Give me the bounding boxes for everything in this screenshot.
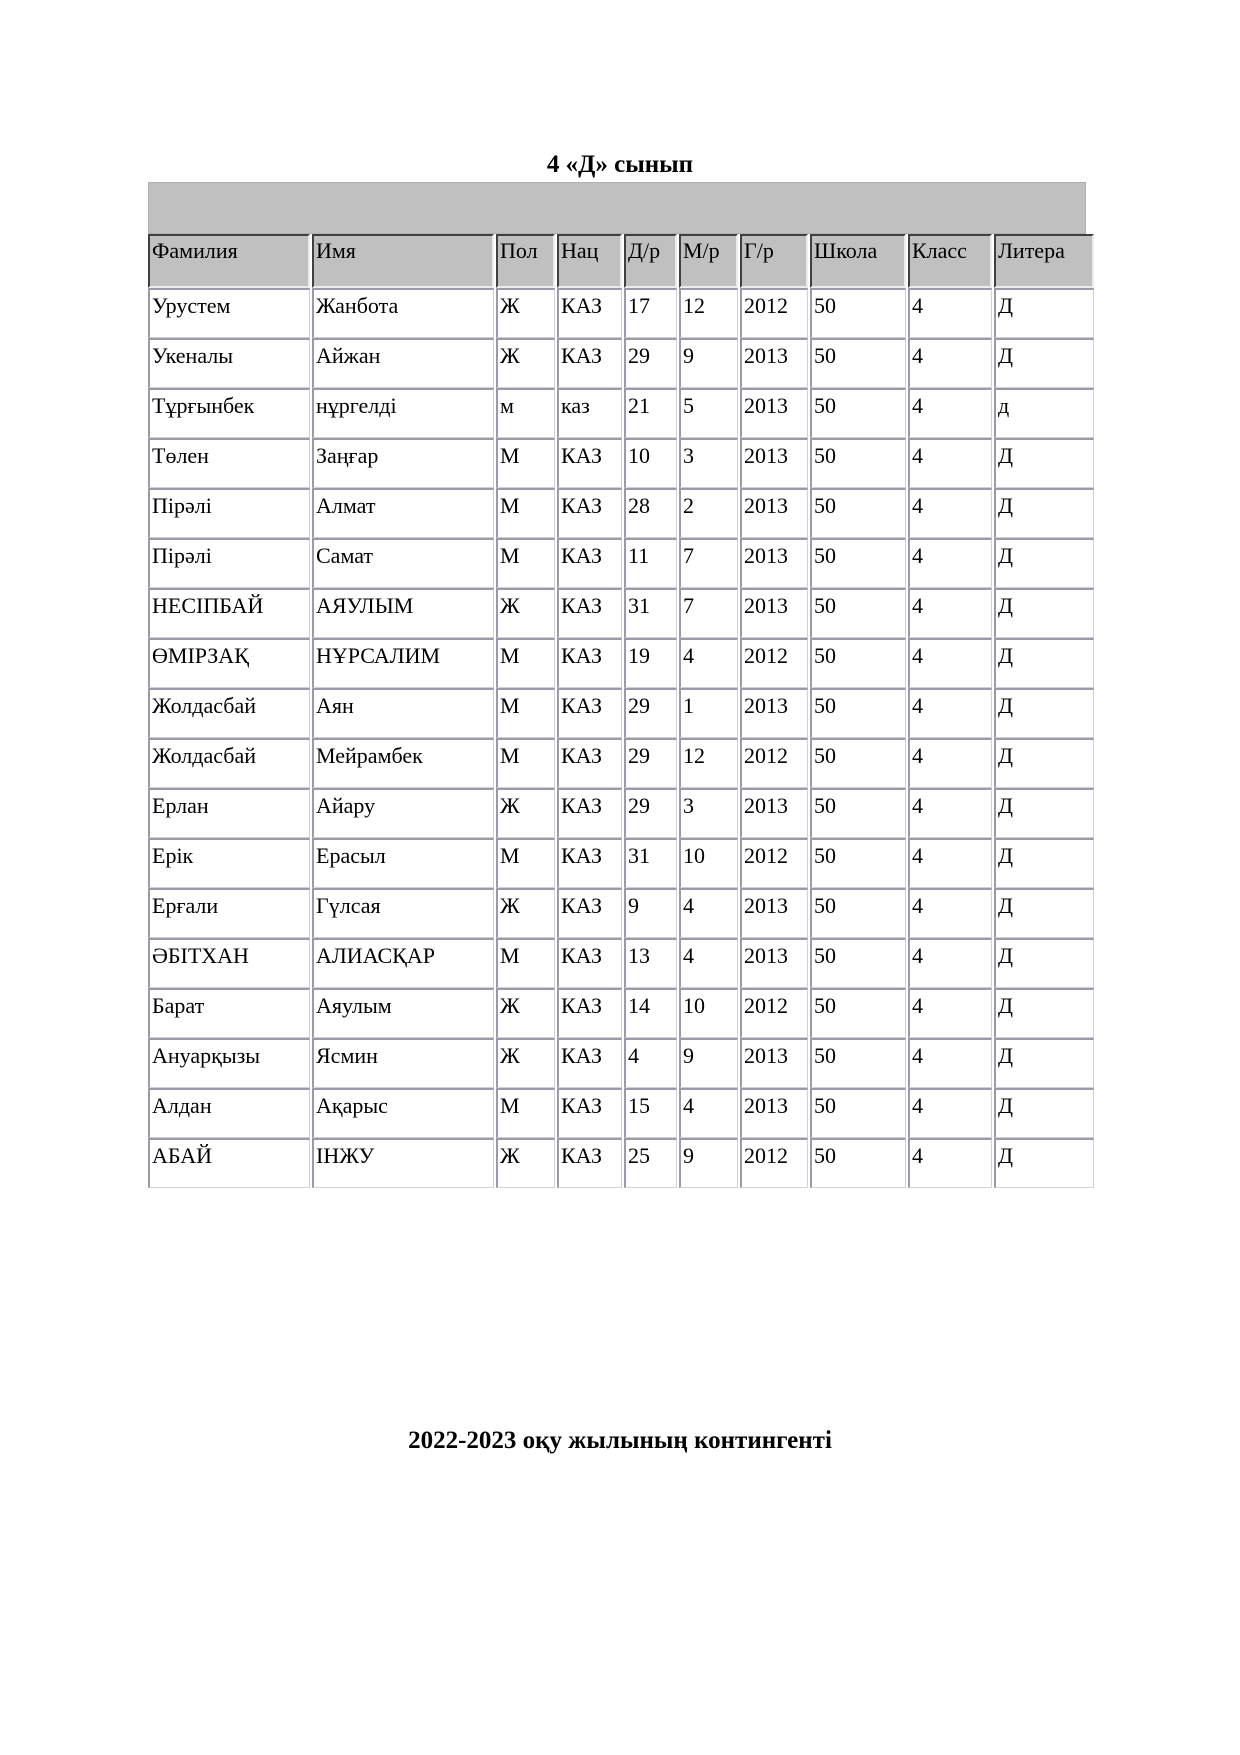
cell-birth-month: 12 <box>679 288 738 338</box>
cell-school: 50 <box>810 538 906 588</box>
column-header-birth-year: Г/р <box>740 234 808 288</box>
cell-imya: Аян <box>312 688 494 738</box>
cell-birth-day: 31 <box>624 838 677 888</box>
cell-school: 50 <box>810 788 906 838</box>
cell-birth-year: 2013 <box>740 338 808 388</box>
table-row <box>148 788 1094 838</box>
cell-birth-day: 31 <box>624 588 677 638</box>
page-title: 4 «Д» сынып <box>546 151 694 178</box>
cell-birth-year: 2013 <box>740 388 808 438</box>
table-row <box>148 638 1094 688</box>
cell-nats: КАЗ <box>557 1088 622 1138</box>
cell-birth-year: 2013 <box>740 538 808 588</box>
cell-nats: КАЗ <box>557 488 622 538</box>
cell-familiya: Төлен <box>148 438 310 488</box>
cell-pol: Ж <box>496 288 555 338</box>
cell-nats: КАЗ <box>557 988 622 1038</box>
cell-birth-day: 28 <box>624 488 677 538</box>
cell-birth-year: 2012 <box>740 638 808 688</box>
cell-pol: м <box>496 388 555 438</box>
cell-birth-year: 2013 <box>740 588 808 638</box>
cell-familiya: ӘБІТХАН <box>148 938 310 988</box>
column-header-birth-month: М/р <box>679 234 738 288</box>
cell-imya: АЛИАСҚАР <box>312 938 494 988</box>
cell-birth-day: 9 <box>624 888 677 938</box>
table-row <box>148 1138 1094 1188</box>
column-header-nats: Нац <box>557 234 622 288</box>
table-header-band <box>148 182 1086 234</box>
cell-birth-month: 9 <box>679 1138 738 1188</box>
cell-litera: Д <box>994 938 1094 988</box>
cell-school: 50 <box>810 988 906 1038</box>
cell-nats: КАЗ <box>557 888 622 938</box>
footer-title: 2022-2023 оқу жылының контингенті <box>408 1427 832 1454</box>
cell-pol: М <box>496 838 555 888</box>
table-row <box>148 588 1094 638</box>
cell-imya: Гүлсая <box>312 888 494 938</box>
cell-pol: М <box>496 538 555 588</box>
cell-litera: Д <box>994 288 1094 338</box>
cell-familiya: Пірәлі <box>148 488 310 538</box>
cell-class: 4 <box>908 488 992 538</box>
cell-pol: Ж <box>496 338 555 388</box>
cell-class: 4 <box>908 388 992 438</box>
cell-litera: Д <box>994 788 1094 838</box>
cell-birth-year: 2013 <box>740 438 808 488</box>
cell-class: 4 <box>908 1088 992 1138</box>
cell-birth-day: 29 <box>624 338 677 388</box>
cell-litera: Д <box>994 888 1094 938</box>
cell-school: 50 <box>810 738 906 788</box>
cell-birth-year: 2013 <box>740 788 808 838</box>
cell-nats: каз <box>557 388 622 438</box>
cell-familiya: Укеналы <box>148 338 310 388</box>
column-header-imya: Имя <box>312 234 494 288</box>
column-header-school: Школа <box>810 234 906 288</box>
cell-birth-day: 21 <box>624 388 677 438</box>
cell-birth-month: 3 <box>679 788 738 838</box>
table-row <box>148 738 1094 788</box>
cell-litera: Д <box>994 838 1094 888</box>
cell-familiya: Жолдасбай <box>148 738 310 788</box>
cell-class: 4 <box>908 838 992 888</box>
cell-imya: НҰРСАЛИМ <box>312 638 494 688</box>
cell-nats: КАЗ <box>557 288 622 338</box>
cell-pol: Ж <box>496 1138 555 1188</box>
cell-birth-day: 13 <box>624 938 677 988</box>
cell-imya: Ерасыл <box>312 838 494 888</box>
cell-pol: М <box>496 438 555 488</box>
cell-litera: Д <box>994 438 1094 488</box>
cell-birth-year: 2012 <box>740 288 808 338</box>
cell-imya: ІНЖУ <box>312 1138 494 1188</box>
cell-birth-month: 4 <box>679 638 738 688</box>
cell-class: 4 <box>908 688 992 738</box>
cell-litera: Д <box>994 1038 1094 1088</box>
cell-class: 4 <box>908 538 992 588</box>
cell-school: 50 <box>810 938 906 988</box>
cell-nats: КАЗ <box>557 688 622 738</box>
cell-nats: КАЗ <box>557 938 622 988</box>
cell-school: 50 <box>810 688 906 738</box>
cell-litera: д <box>994 388 1094 438</box>
cell-class: 4 <box>908 738 992 788</box>
cell-familiya: Урустем <box>148 288 310 338</box>
cell-imya: Ясмин <box>312 1038 494 1088</box>
cell-imya: АЯУЛЫМ <box>312 588 494 638</box>
cell-nats: КАЗ <box>557 1138 622 1188</box>
cell-familiya: ӨМІРЗАҚ <box>148 638 310 688</box>
cell-litera: Д <box>994 988 1094 1038</box>
table-header-row <box>148 234 1094 288</box>
cell-birth-year: 2012 <box>740 988 808 1038</box>
cell-school: 50 <box>810 638 906 688</box>
cell-class: 4 <box>908 588 992 638</box>
cell-nats: КАЗ <box>557 838 622 888</box>
table-row <box>148 338 1094 388</box>
cell-birth-year: 2013 <box>740 938 808 988</box>
cell-litera: Д <box>994 338 1094 388</box>
cell-school: 50 <box>810 438 906 488</box>
cell-pol: Ж <box>496 888 555 938</box>
cell-birth-year: 2013 <box>740 1088 808 1138</box>
column-header-class: Класс <box>908 234 992 288</box>
cell-birth-day: 14 <box>624 988 677 1038</box>
cell-birth-day: 29 <box>624 688 677 738</box>
cell-school: 50 <box>810 1138 906 1188</box>
table-row <box>148 688 1094 738</box>
cell-birth-month: 3 <box>679 438 738 488</box>
cell-familiya: Ерік <box>148 838 310 888</box>
cell-litera: Д <box>994 1138 1094 1188</box>
cell-pol: Ж <box>496 988 555 1038</box>
cell-birth-year: 2013 <box>740 888 808 938</box>
cell-familiya: Ануарқызы <box>148 1038 310 1088</box>
cell-familiya: АБАЙ <box>148 1138 310 1188</box>
cell-nats: КАЗ <box>557 538 622 588</box>
cell-class: 4 <box>908 888 992 938</box>
table-row <box>148 988 1094 1038</box>
cell-birth-month: 9 <box>679 1038 738 1088</box>
cell-pol: Ж <box>496 1038 555 1088</box>
cell-class: 4 <box>908 338 992 388</box>
cell-imya: Жанбота <box>312 288 494 338</box>
cell-pol: М <box>496 738 555 788</box>
cell-nats: КАЗ <box>557 738 622 788</box>
cell-litera: Д <box>994 1088 1094 1138</box>
cell-nats: КАЗ <box>557 1038 622 1088</box>
cell-birth-month: 4 <box>679 888 738 938</box>
table-row <box>148 938 1094 988</box>
cell-pol: М <box>496 938 555 988</box>
cell-birth-month: 7 <box>679 588 738 638</box>
cell-imya: Ақарыс <box>312 1088 494 1138</box>
cell-birth-month: 9 <box>679 338 738 388</box>
cell-birth-day: 29 <box>624 788 677 838</box>
column-header-familiya: Фамилия <box>148 234 310 288</box>
cell-birth-month: 10 <box>679 838 738 888</box>
cell-familiya: Тұрғынбек <box>148 388 310 438</box>
cell-class: 4 <box>908 988 992 1038</box>
cell-imya: Алмат <box>312 488 494 538</box>
table-row <box>148 838 1094 888</box>
cell-birth-month: 2 <box>679 488 738 538</box>
cell-birth-month: 7 <box>679 538 738 588</box>
cell-birth-year: 2012 <box>740 738 808 788</box>
cell-school: 50 <box>810 838 906 888</box>
cell-pol: М <box>496 488 555 538</box>
cell-pol: Ж <box>496 588 555 638</box>
cell-litera: Д <box>994 488 1094 538</box>
cell-class: 4 <box>908 788 992 838</box>
cell-litera: Д <box>994 738 1094 788</box>
cell-birth-month: 4 <box>679 938 738 988</box>
cell-class: 4 <box>908 1138 992 1188</box>
roster-table-body <box>148 288 1094 1188</box>
cell-class: 4 <box>908 438 992 488</box>
cell-school: 50 <box>810 588 906 638</box>
cell-imya: Заңғар <box>312 438 494 488</box>
cell-birth-day: 4 <box>624 1038 677 1088</box>
cell-birth-year: 2012 <box>740 838 808 888</box>
table-row <box>148 888 1094 938</box>
cell-birth-day: 29 <box>624 738 677 788</box>
cell-birth-day: 10 <box>624 438 677 488</box>
cell-litera: Д <box>994 688 1094 738</box>
cell-class: 4 <box>908 938 992 988</box>
roster-table <box>146 234 1096 1188</box>
roster-table-container <box>148 182 1086 1188</box>
cell-school: 50 <box>810 1088 906 1138</box>
cell-familiya: Пірәлі <box>148 538 310 588</box>
cell-class: 4 <box>908 1038 992 1088</box>
cell-birth-year: 2012 <box>740 1138 808 1188</box>
cell-birth-day: 15 <box>624 1088 677 1138</box>
cell-familiya: НЕСІПБАЙ <box>148 588 310 638</box>
cell-school: 50 <box>810 1038 906 1088</box>
cell-pol: М <box>496 638 555 688</box>
cell-familiya: Ерлан <box>148 788 310 838</box>
cell-birth-month: 1 <box>679 688 738 738</box>
table-row <box>148 438 1094 488</box>
column-header-birth-day: Д/р <box>624 234 677 288</box>
cell-nats: КАЗ <box>557 338 622 388</box>
cell-imya: Аяулым <box>312 988 494 1038</box>
cell-birth-month: 4 <box>679 1088 738 1138</box>
cell-imya: Айару <box>312 788 494 838</box>
cell-school: 50 <box>810 888 906 938</box>
cell-class: 4 <box>908 638 992 688</box>
table-row <box>148 538 1094 588</box>
cell-school: 50 <box>810 338 906 388</box>
table-row <box>148 488 1094 538</box>
cell-birth-day: 17 <box>624 288 677 338</box>
cell-familiya: Барат <box>148 988 310 1038</box>
cell-imya: Мейрамбек <box>312 738 494 788</box>
cell-class: 4 <box>908 288 992 338</box>
cell-pol: М <box>496 688 555 738</box>
cell-familiya: Ерғали <box>148 888 310 938</box>
cell-imya: Айжан <box>312 338 494 388</box>
cell-litera: Д <box>994 538 1094 588</box>
cell-litera: Д <box>994 588 1094 638</box>
cell-familiya: Алдан <box>148 1088 310 1138</box>
cell-pol: Ж <box>496 788 555 838</box>
cell-birth-day: 19 <box>624 638 677 688</box>
cell-birth-month: 12 <box>679 738 738 788</box>
cell-birth-year: 2013 <box>740 488 808 538</box>
column-header-pol: Пол <box>496 234 555 288</box>
cell-birth-year: 2013 <box>740 1038 808 1088</box>
cell-birth-year: 2013 <box>740 688 808 738</box>
cell-imya: нұргелді <box>312 388 494 438</box>
cell-school: 50 <box>810 288 906 338</box>
table-row <box>148 288 1094 338</box>
table-row <box>148 1038 1094 1088</box>
cell-birth-day: 25 <box>624 1138 677 1188</box>
cell-birth-month: 10 <box>679 988 738 1038</box>
column-header-litera: Литера <box>994 234 1094 288</box>
cell-familiya: Жолдасбай <box>148 688 310 738</box>
cell-school: 50 <box>810 388 906 438</box>
cell-nats: КАЗ <box>557 588 622 638</box>
cell-nats: КАЗ <box>557 438 622 488</box>
cell-litera: Д <box>994 638 1094 688</box>
table-row <box>148 1088 1094 1138</box>
table-row <box>148 388 1094 438</box>
cell-school: 50 <box>810 488 906 538</box>
cell-nats: КАЗ <box>557 638 622 688</box>
cell-imya: Самат <box>312 538 494 588</box>
cell-birth-month: 5 <box>679 388 738 438</box>
cell-nats: КАЗ <box>557 788 622 838</box>
cell-birth-day: 11 <box>624 538 677 588</box>
cell-pol: М <box>496 1088 555 1138</box>
